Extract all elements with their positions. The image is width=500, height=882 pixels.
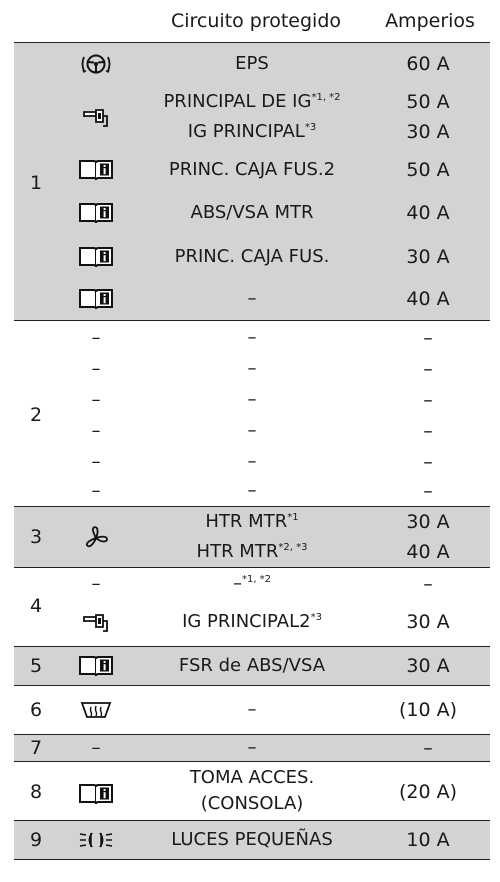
manual-info-icon [78,780,114,808]
amps-eps: 60 A [406,53,450,75]
steering-wheel-icon [78,50,114,78]
circuit-placeholder: – [247,358,257,379]
icon-placeholder: – [91,327,101,349]
icon-placeholder: – [91,737,101,759]
amps-htr-mtr-2: 40 A [406,541,450,563]
amps-abs-vsa-mtr: 40 A [406,202,450,224]
circuit-principal-de-ig: PRINCIPAL DE $IG^{*1, *2}$ [163,91,341,112]
fuse-number-7: 7 [29,737,43,759]
rear-defroster-icon [78,696,114,724]
circuit-placeholder: –$^{*1, *2}$ [232,573,272,594]
icon-placeholder: – [91,480,101,502]
manual-info-icon [78,156,114,184]
ignition-key-icon [78,608,114,636]
circuit-placeholder: – [247,480,257,501]
circuit-placeholder: – [247,451,257,472]
amps-placeholder: – [423,327,433,349]
amps-header: Amperios [385,10,475,32]
amps-principal-de-ig: 50 A [406,91,450,113]
amps-princ-caja-fus: 30 A [406,246,450,268]
fuse-number-6: 6 [29,699,43,721]
circuit-luces-pequenas: LUCES PEQUEÑAS [171,829,333,850]
fuse-number-9: 9 [29,829,43,851]
fuse-number-2: 2 [29,404,43,426]
fuse-number-5: 5 [29,655,43,677]
amps-placeholder: – [423,389,433,411]
amps-princ-caja-fus-2: 50 A [406,159,450,181]
icon-placeholder: – [91,358,101,380]
fuse-number-4: 4 [29,595,43,617]
fuse-number-3: 3 [29,526,43,548]
circuit-princ-caja-fus: PRINC. CAJA FUS. [174,246,330,267]
manual-info-icon [78,243,114,271]
amps-ig-principal: 30 A [406,121,450,143]
manual-info-icon [78,285,114,313]
circuit-htr-mtr-1: HTR MTR$^{*1}$ [205,511,299,532]
circuit-placeholder: – [247,327,257,348]
icon-placeholder: – [91,389,101,411]
circuit-placeholder: – [247,389,257,410]
amps-rear-defroster: (10 A) [398,699,458,721]
circuit-placeholder: – [247,737,257,758]
icon-placeholder: – [91,573,101,595]
circuit-toma-acces-line2: (CONSOLA) [200,793,304,814]
side-lights-icon [78,826,114,854]
amps-luces-pequenas: 10 A [406,829,450,851]
amps-placeholder: – [423,737,433,759]
ignition-key-icon [78,103,114,131]
amps-unused-1: 40 A [406,288,450,310]
amps-placeholder: – [423,451,433,473]
circuit-unused-6: – [247,699,257,720]
amps-ig-principal2: 30 A [406,611,450,633]
fuse-number-8: 8 [29,781,43,803]
circuit-placeholder: – [247,420,257,441]
manual-info-icon [78,199,114,227]
amps-placeholder: – [423,358,433,380]
circuit-abs-vsa-mtr: ABS/VSA MTR [190,202,314,223]
circuit-toma-acces-line1: TOMA ACCES. [189,767,315,788]
circuit-htr-mtr-2: HTR $MTR^{*2, *3}$ [196,541,308,562]
circuit-unused-1: – [247,288,257,309]
circuit-princ-caja-fus-2: PRINC. CAJA FUS.2 [168,159,336,180]
icon-placeholder: – [91,451,101,473]
icon-placeholder: – [91,420,101,442]
fan-icon [78,524,114,552]
fuse-number-1: 1 [29,172,43,194]
amps-placeholder: – [423,420,433,442]
amps-fsr-abs-vsa: 30 A [406,655,450,677]
amps-placeholder: – [423,480,433,502]
amps-placeholder: – [423,573,433,595]
manual-info-icon [78,652,114,680]
circuit-ig-principal: IG PRINCIPAL$^{*3}$ [187,121,317,142]
rule-9 [14,859,490,860]
circuit-fsr-abs-vsa: FSR de ABS/VSA [178,655,326,676]
circuit-eps: EPS [235,53,269,74]
circuit-header: Circuito protegido [170,10,342,32]
circuit-ig-principal2: IG PRINCIPAL2$^{*3}$ [182,611,322,632]
amps-toma-acces: (20 A) [398,781,458,803]
amps-htr-mtr-1: 30 A [406,511,450,533]
